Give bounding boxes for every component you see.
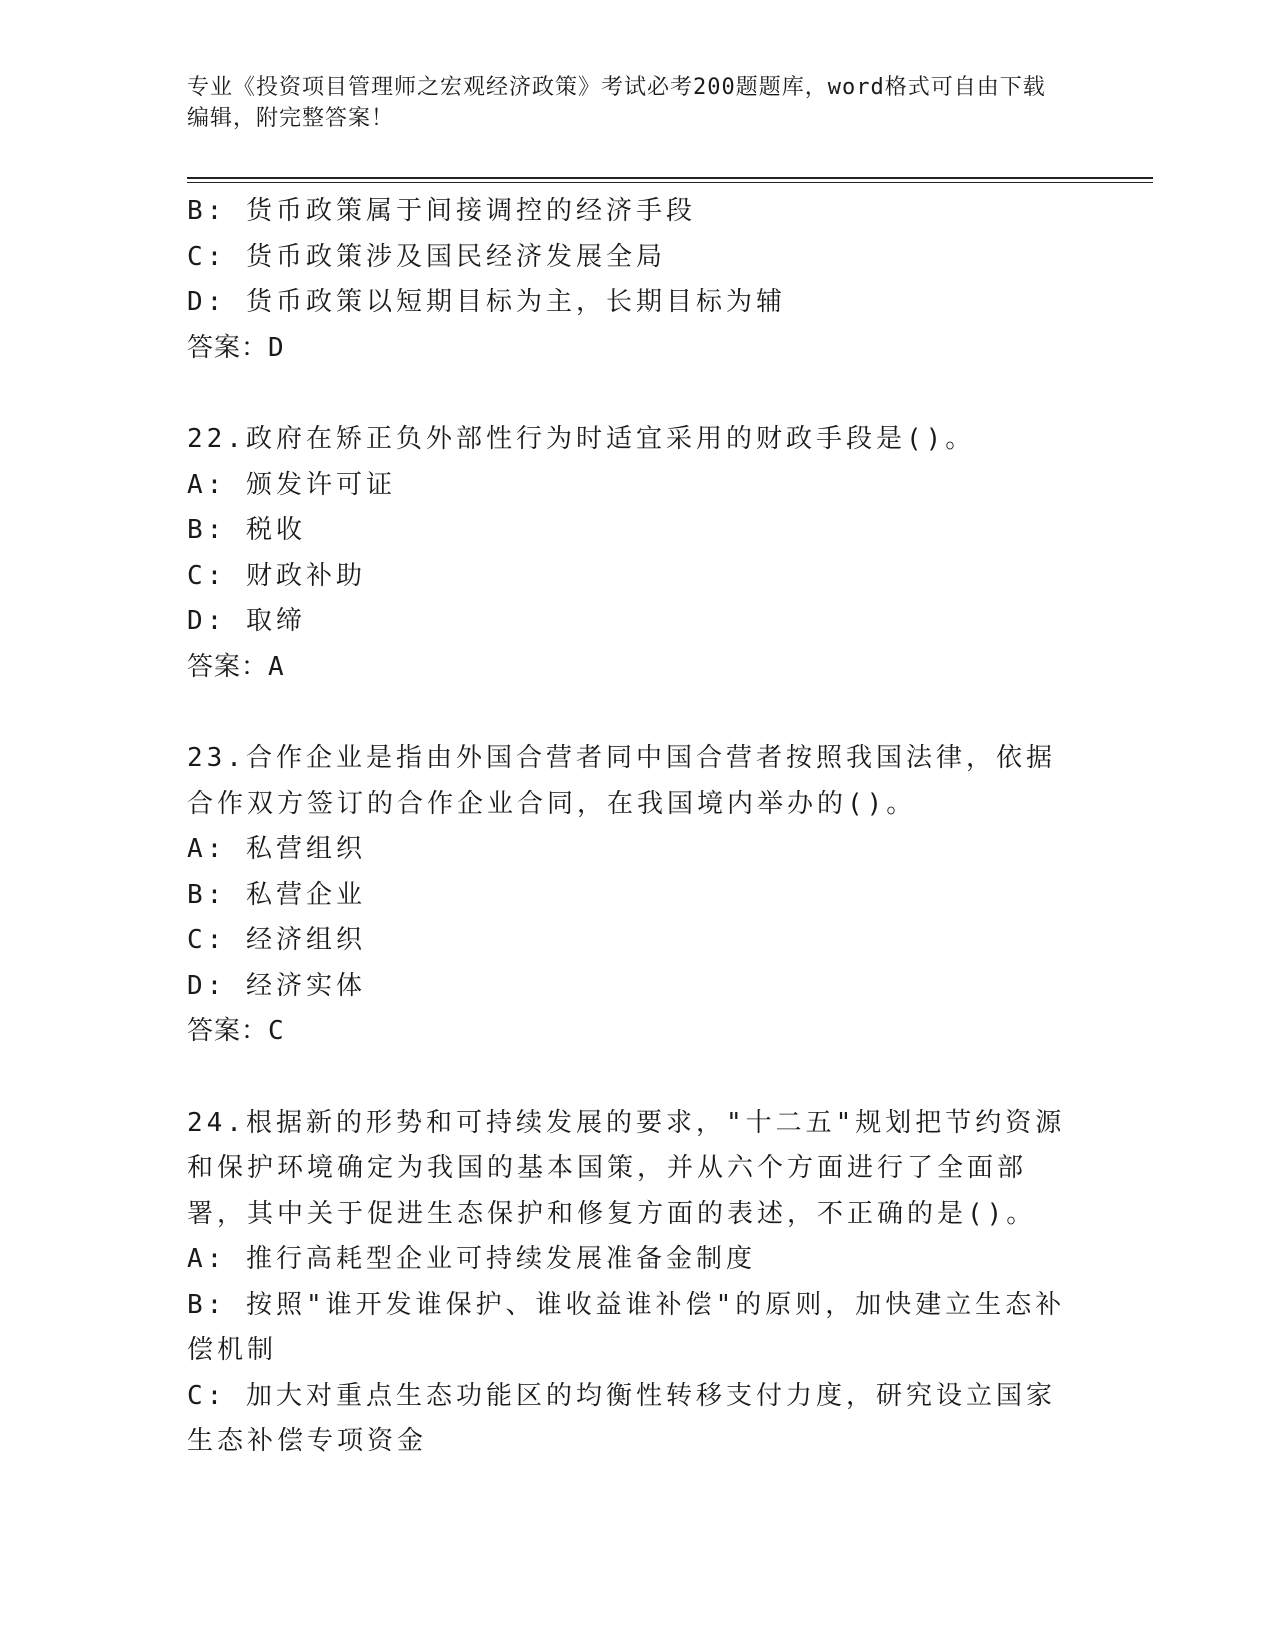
spacer bbox=[187, 371, 1067, 417]
answer-line: 答案：C bbox=[187, 1016, 285, 1046]
question-block-continued bbox=[187, 189, 1067, 371]
question-text: 22.政府在矫正负外部性行为时适宜采用的财政手段是()。 bbox=[187, 424, 976, 454]
option-b: B: 私营企业 bbox=[187, 879, 366, 910]
option-c: C: 货币政策涉及国民经济发展全局 bbox=[187, 241, 666, 272]
option-c: C: 财政补助 bbox=[187, 560, 366, 591]
option-a: A: 颁发许可证 bbox=[187, 469, 396, 500]
option-c: C: 加大对重点生态功能区的均衡性转移支付力度，研究设立国家生态补偿专项资金 bbox=[187, 1380, 1056, 1456]
document-header: 专业《投资项目管理师之宏观经济政策》考试必考200题题库，word格式可自由下载编辑，附完整答案！ bbox=[187, 75, 1046, 131]
question-23 bbox=[187, 736, 1067, 1055]
answer-line: 答案：D bbox=[187, 332, 285, 363]
question-text: 23.合作企业是指由外国合营者同中国合营者按照我国法律，依据合作双方签订的合作企业合同，在我国境内举办的()。 bbox=[187, 743, 1056, 819]
option-d: D: 取缔 bbox=[187, 606, 306, 636]
option-d: D: 货币政策以短期目标为主，长期目标为辅 bbox=[187, 287, 786, 317]
question-22 bbox=[187, 417, 1067, 690]
option-a: A: 推行高耗型企业可持续发展准备金制度 bbox=[187, 1244, 756, 1274]
spacer bbox=[187, 690, 1067, 736]
option-c: C: 经济组织 bbox=[187, 925, 366, 955]
option-b: B: 按照"谁开发谁保护、谁收益谁补偿"的原则，加快建立生态补偿机制 bbox=[187, 1289, 1066, 1365]
header-rule-thin bbox=[187, 182, 1153, 183]
option-a: A: 私营组织 bbox=[187, 834, 366, 864]
question-list bbox=[187, 189, 1067, 1465]
answer-line: 答案：A bbox=[187, 651, 285, 682]
option-b: B: 货币政策属于间接调控的经济手段 bbox=[187, 196, 696, 226]
spacer bbox=[187, 1055, 1067, 1101]
question-text: 24.根据新的形势和可持续发展的要求，"十二五"规划把节约资源和保护环境确定为我国的基本国策，并从六个方面进行了全面部署，其中关于促进生态保护和修复方面的表述，不正确的是()。 bbox=[187, 1107, 1066, 1229]
option-b: B: 税收 bbox=[187, 515, 306, 545]
header-rule-thick bbox=[187, 177, 1153, 179]
option-d: D: 经济实体 bbox=[187, 970, 366, 1001]
question-24 bbox=[187, 1101, 1067, 1465]
